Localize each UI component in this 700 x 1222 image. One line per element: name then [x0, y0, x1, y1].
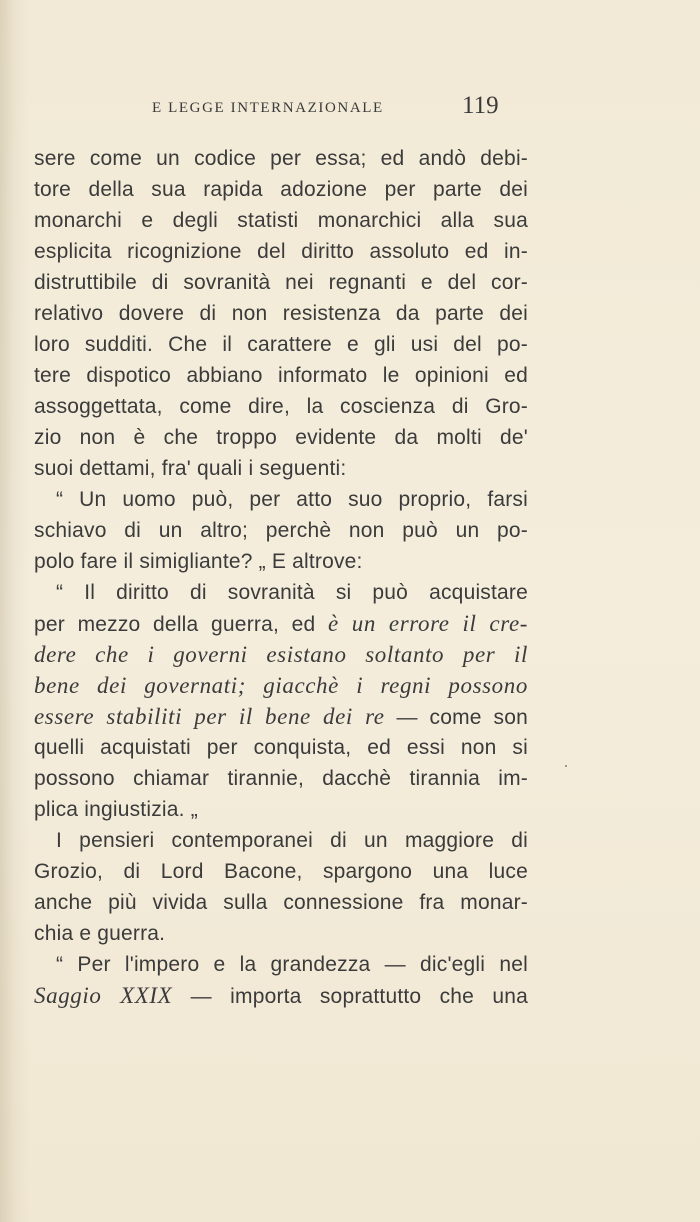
text-line-mixed: [34, 608, 528, 639]
text-line: relativo dovere di non resistenza da parte dei: [34, 302, 528, 325]
italic-segment: Saggio XXIX: [34, 983, 173, 1008]
body-text: [34, 143, 528, 1011]
italic-segment: è un errore il cre-: [328, 611, 529, 636]
italic-line: dere che i governi esistano soltanto per il: [34, 642, 528, 667]
text-line-mixed: [34, 701, 528, 732]
text-line: I pensieri contemporanei di un maggiore di: [56, 829, 528, 852]
text-line: sere come un codice per essa; ed andò debi-: [34, 147, 528, 170]
text-segment: — come son: [384, 706, 528, 729]
page-number: 119: [462, 92, 499, 119]
running-head: E LEGGE INTERNAZIONALE: [152, 100, 384, 116]
text-line: tere dispotico abbiano informato le opinioni ed: [34, 364, 528, 387]
text-line: possono chiamar tirannie, dacchè tirannia im-: [34, 767, 528, 790]
text-line: anche più vivida sulla connessione fra monar-: [34, 891, 528, 914]
text-line: chia e guerra.: [34, 922, 166, 945]
text-line: Grozio, di Lord Bacone, spargono una luce: [34, 860, 528, 883]
text-line: esplicita ricognizione del diritto assoluto ed in-: [34, 240, 528, 263]
text-line: loro sudditi. Che il carattere e gli usi del po-: [34, 333, 528, 356]
text-line: distruttibile di sovranità nei regnanti e del cor-: [34, 271, 528, 294]
text-line: quelli acquistati per conquista, ed essi non si: [34, 736, 528, 759]
text-line: suoi dettami, fra' quali i seguenti:: [34, 457, 347, 480]
text-line: plica ingiustizia. „: [34, 798, 198, 821]
text-segment: — importa soprattutto che una: [172, 985, 528, 1008]
text-line: assoggettata, come dire, la coscienza di Gro-: [34, 395, 528, 418]
text-line: monarchi e degli statisti monarchici alla sua: [34, 209, 528, 232]
text-line: “ Il diritto di sovranità si può acquistare: [56, 581, 528, 604]
page-header: [0, 92, 700, 122]
italic-segment: essere stabiliti per il bene dei re: [34, 704, 385, 729]
italic-line: bene dei governati; giacchè i regni possono: [34, 673, 528, 698]
text-line: schiavo di un altro; perchè non può un po-: [34, 519, 528, 542]
paper-speck: [565, 765, 567, 767]
text-line: polo fare il simigliante? „ E altrove:: [34, 550, 363, 573]
text-segment: per mezzo della guerra, ed: [34, 613, 329, 636]
text-line: “ Un uomo può, per atto suo proprio, farsi: [56, 488, 528, 511]
text-line-mixed: [34, 980, 528, 1011]
text-line: zio non è che troppo evidente da molti de': [34, 426, 528, 449]
text-line: tore della sua rapida adozione per parte dei: [34, 178, 528, 201]
text-line: “ Per l'impero e la grandezza — dic'egli nel: [56, 953, 528, 976]
